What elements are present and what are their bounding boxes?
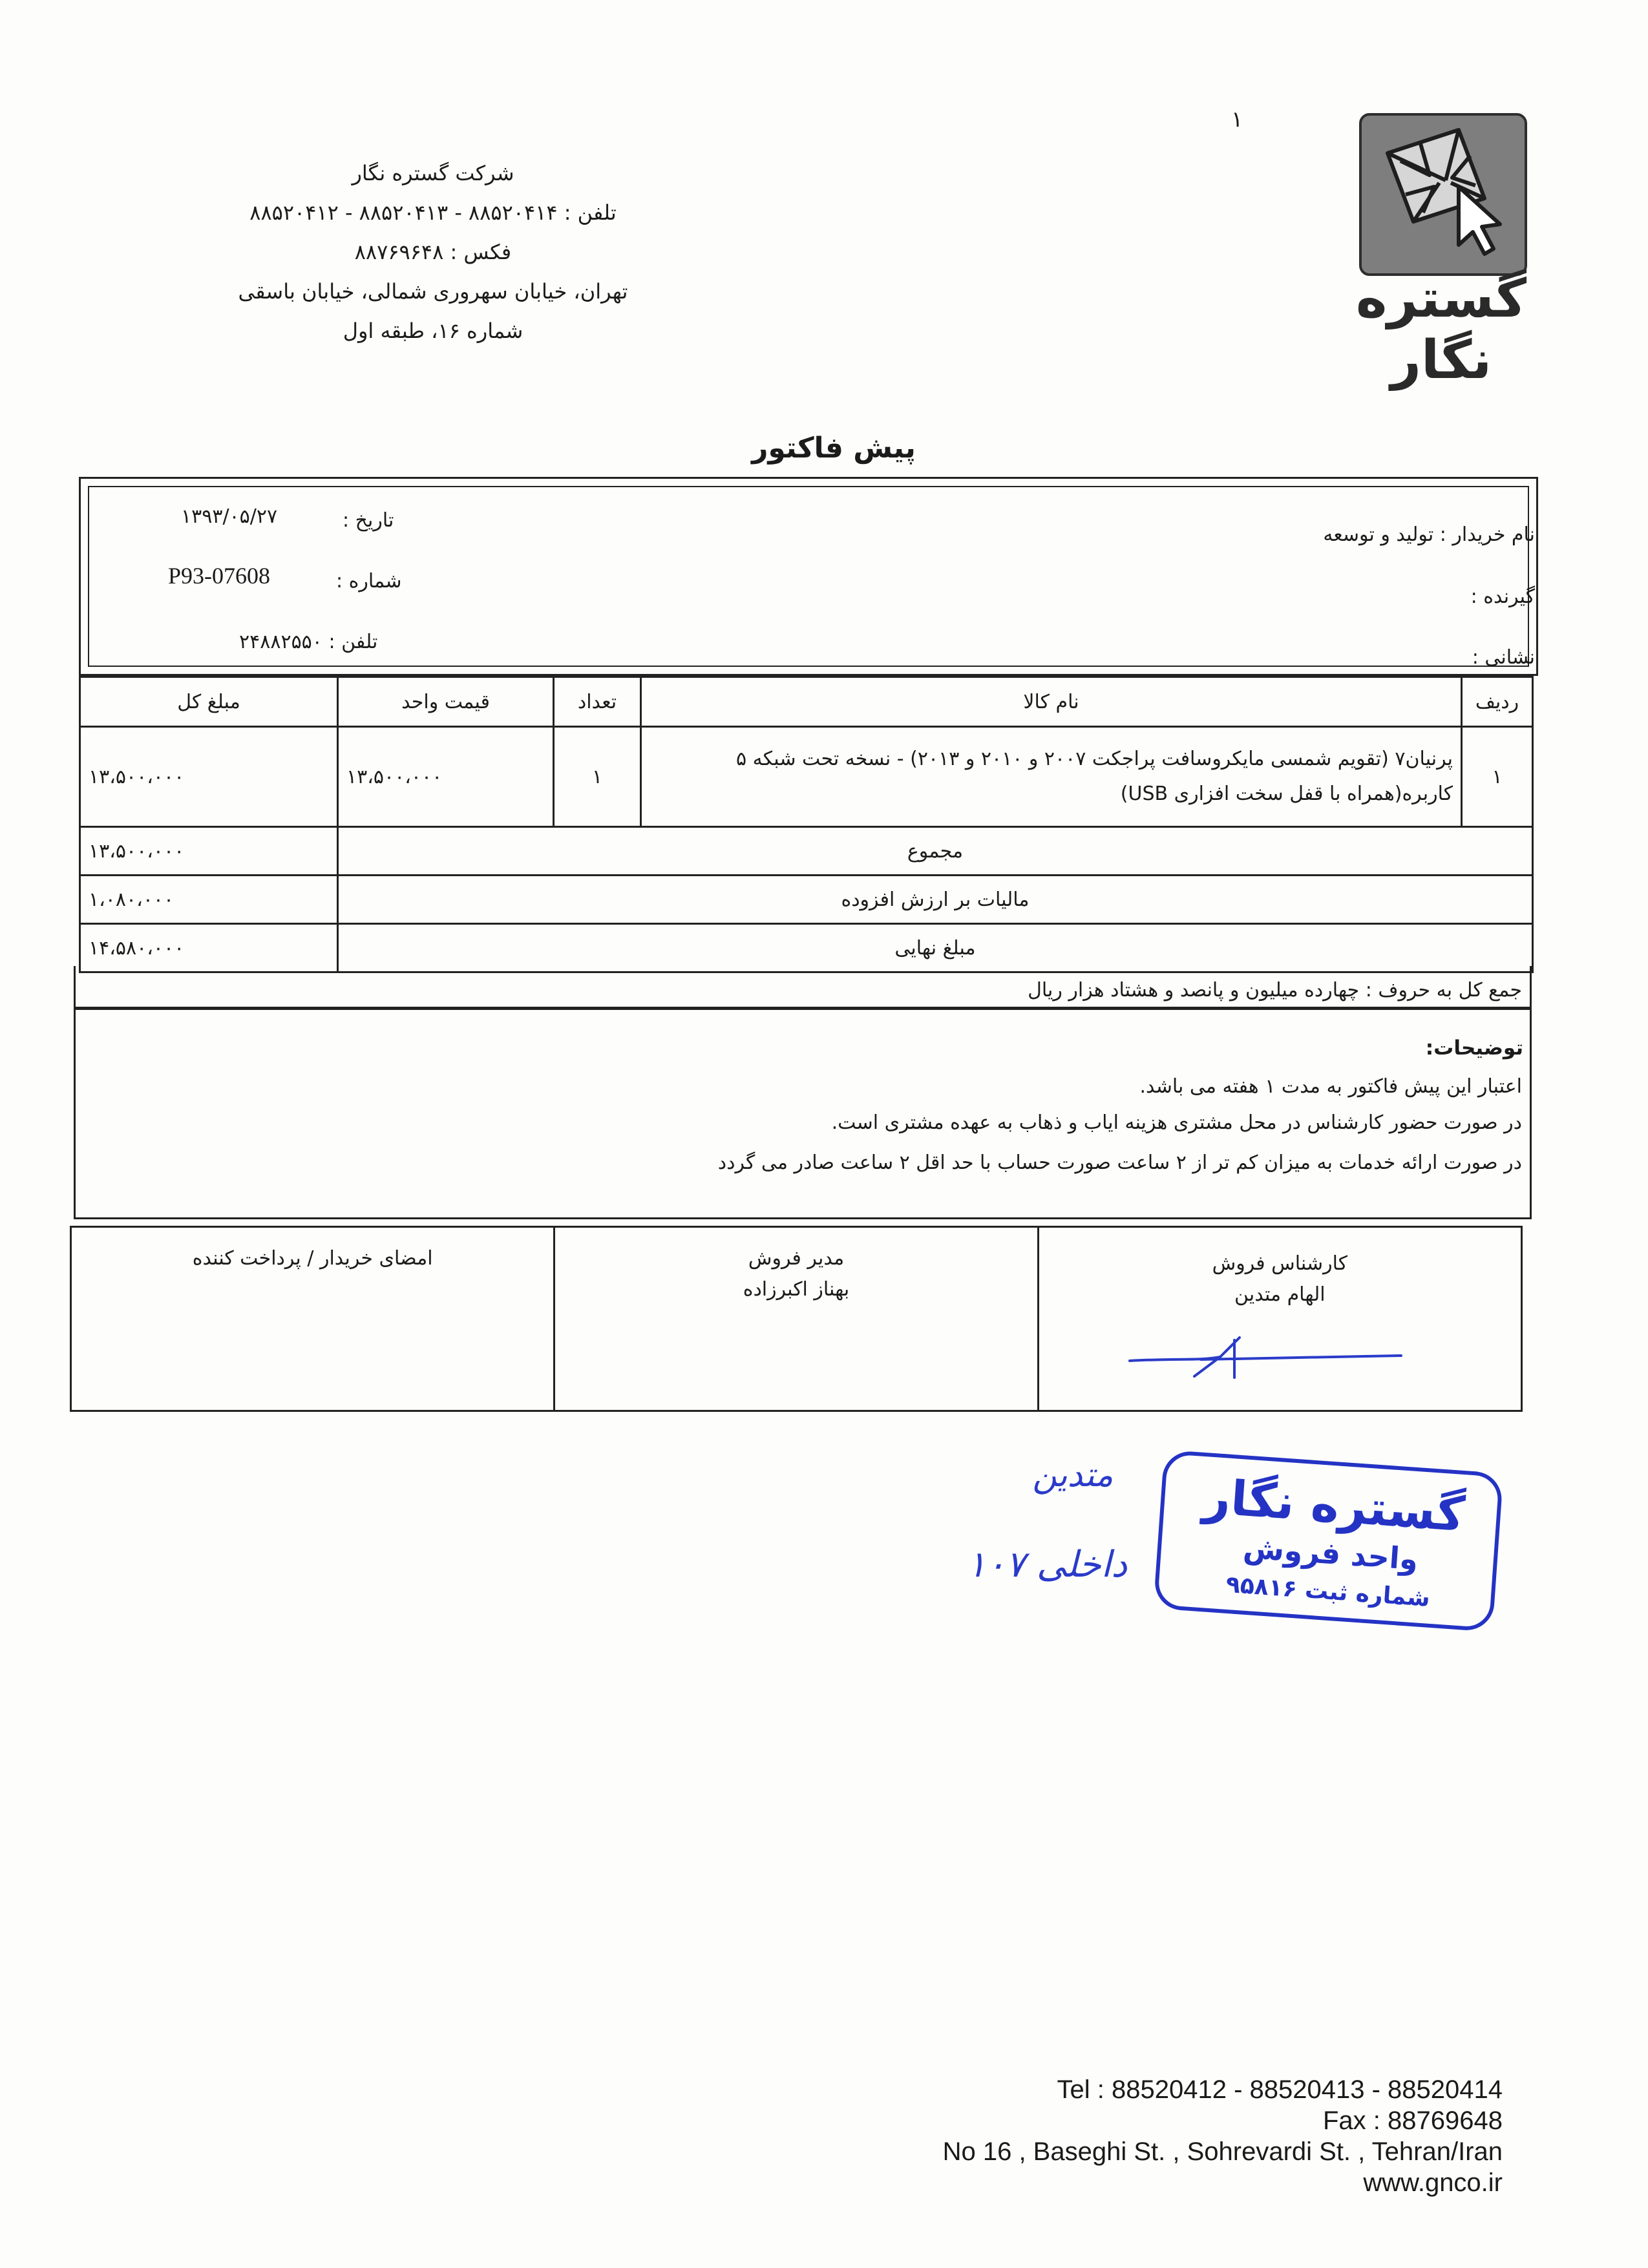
item-name [641, 727, 1462, 827]
final-value: ۱۴،۵۸۰،۰۰۰ [80, 924, 338, 972]
sales-expert-name: الهام متدین [1234, 1283, 1326, 1306]
number-label: شماره : [336, 570, 402, 593]
item-name-line1: پرنیان۷ (تقویم شمسی مایکروسافت پراجکت ۲۰۰۷ و ۲۰۱۰ و ۲۰۱۳) - نسخه تحت شبکه ۵ [735, 748, 1453, 770]
note-line-3: در صورت ارائه خدمات به میزان کم تر از ۲ ساعت صورت حساب با حد اقل ۲ ساعت صادر می گردد [717, 1151, 1522, 1174]
number-value: P93-07608 [168, 563, 271, 589]
envelope-cursor-icon [1362, 116, 1525, 273]
stamp-line-3: شماره ثبت ۹۵۸۱۶ [1225, 1571, 1431, 1612]
company-logo [1359, 113, 1527, 276]
signature-box [70, 1226, 1523, 1412]
item-name-line2: کاربره(همراه با قفل سخت افزاری USB) [1120, 782, 1453, 805]
sales-manager-title: مدیر فروش [748, 1247, 845, 1270]
header-total: مبلغ کل [80, 677, 338, 727]
final-label: مبلغ نهایی [338, 924, 1533, 972]
note-line-2: در صورت حضور کارشناس در محل مشتری هزینه ایاب و ذهاب به عهده مشتری است. [831, 1111, 1522, 1134]
logo-wordmark: گستره نگار [1355, 268, 1527, 391]
company-address-line2: شماره ۱۶، طبقه اول [343, 319, 523, 343]
subtotal-value: ۱۳،۵۰۰،۰۰۰ [80, 827, 338, 876]
footer-website[interactable]: www.gnco.ir [1363, 2168, 1503, 2197]
receiver-label: گیرنده : [1470, 585, 1535, 608]
phone-label: تلفن : ۲۴۸۸۲۵۵۰ [239, 631, 378, 653]
footer-address: No 16 , Baseghi St. , Sohrevardi St. , Tehran/Iran [942, 2137, 1503, 2166]
sales-expert-title: کارشناس فروش [1212, 1252, 1348, 1275]
item-total: ۱۳،۵۰۰،۰۰۰ [80, 727, 338, 827]
item-unit-price: ۱۳،۵۰۰،۰۰۰ [338, 727, 554, 827]
items-table [79, 676, 1534, 973]
note-line-1: اعتبار این پیش فاکتور به مدت ۱ هفته می باشد. [1139, 1075, 1522, 1098]
handwritten-name: متدین [1032, 1456, 1114, 1495]
header-unit-price: قیمت واحد [338, 677, 554, 727]
handwritten-extension: داخلی ۱۰۷ [966, 1544, 1128, 1586]
company-phone: تلفن : ۸۸۵۲۰۴۱۴ - ۸۸۵۲۰۴۱۳ - ۸۸۵۲۰۴۱۲ [249, 200, 617, 225]
subtotal-row [80, 827, 1533, 876]
header-row-number: ردیف [1462, 677, 1533, 727]
vat-value: ۱،۰۸۰،۰۰۰ [80, 876, 338, 924]
buyer-signature-title: امضای خریدار / پرداخت کننده [192, 1247, 433, 1270]
footer-contact [840, 2074, 1503, 2198]
handwritten-note-icon [956, 1434, 1150, 1602]
vat-label: مالیات بر ارزش افزوده [338, 876, 1533, 924]
row-number: ۱ [1462, 727, 1533, 827]
sales-manager-signature [553, 1228, 1037, 1410]
company-info [213, 154, 653, 351]
table-row [80, 727, 1533, 827]
buyer-signature [72, 1228, 553, 1410]
sales-manager-name: بهناز اکبرزاده [743, 1278, 850, 1301]
address-label: نشانی : [1472, 646, 1535, 669]
table-header-row [80, 677, 1533, 727]
document-title: پیش فاکتور [752, 432, 916, 465]
company-name: شرکت گستره نگار [352, 161, 514, 185]
corner-mark: ۱ [1231, 107, 1243, 132]
item-quantity: ۱ [554, 727, 641, 827]
sales-expert-signature [1037, 1228, 1521, 1410]
final-row [80, 924, 1533, 972]
footer-tel: Tel : 88520412 - 88520413 - 88520414 [1057, 2075, 1503, 2104]
amount-in-words: جمع کل به حروف : چهارده میلیون و پانصد و هشتاد هزار ریال [1028, 979, 1522, 1002]
handwritten-signature-icon [1123, 1331, 1408, 1383]
footer-fax: Fax : 88769648 [1323, 2106, 1503, 2135]
header-quantity: تعداد [554, 677, 641, 727]
subtotal-label: مجموع [338, 827, 1533, 876]
company-fax: فکس : ۸۸۷۶۹۶۴۸ [354, 240, 512, 264]
stamp-line-2: واحد فروش [1242, 1529, 1420, 1577]
company-address-line1: تهران، خیابان سهروری شمالی، خیابان باسقی [238, 279, 628, 304]
buyer-name: نام خریدار : تولید و توسعه [1323, 523, 1535, 546]
header-item-name: نام کالا [641, 677, 1462, 727]
date-value: ۱۳۹۳/۰۵/۲۷ [181, 505, 278, 528]
company-stamp-icon [1147, 1451, 1516, 1638]
vat-row [80, 876, 1533, 924]
stamp-line-1: گستره نگار [1201, 1469, 1467, 1543]
notes-title: توضیحات: [1425, 1036, 1523, 1060]
date-label: تاریخ : [343, 509, 394, 532]
